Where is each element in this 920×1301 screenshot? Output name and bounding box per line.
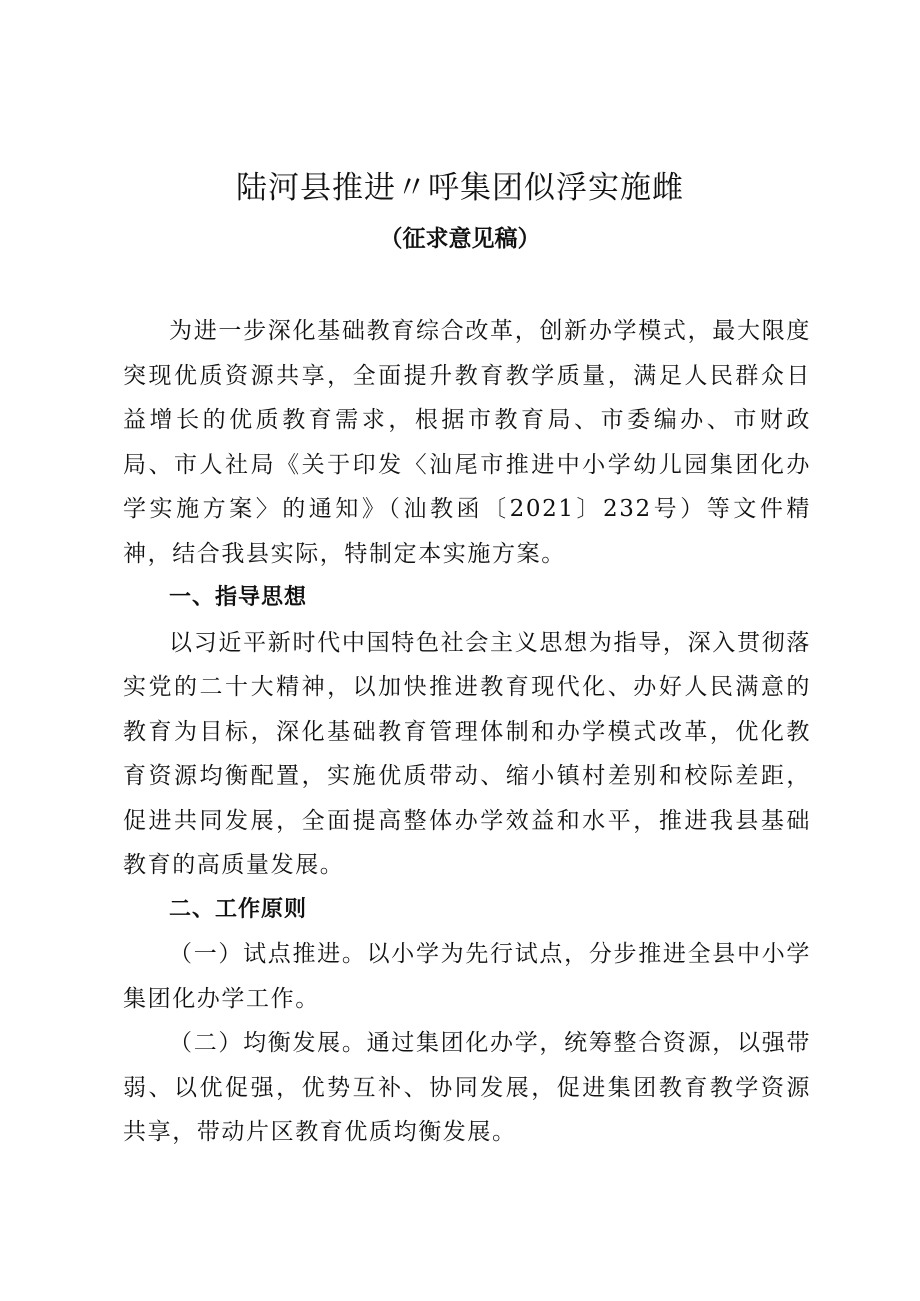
document-title: 陆河县推进〃呼集团似浮实施雌 bbox=[236, 170, 684, 206]
section-heading-work-principles: 二、工作原则 bbox=[169, 896, 308, 922]
principle-item-balanced: （二）均衡发展。通过集团化办学，统筹整合资源，以强带弱、以优促强，优势互补、协同发展，促进集团教育教学资源共享，带动片区教育优质均衡发展。 bbox=[123, 1030, 811, 1145]
document-body bbox=[123, 309, 811, 1155]
intro-paragraph: 为进一步深化基础教育综合改革，创新办学模式，最大限度突现优质资源共享，全面提升教育教学质量，满足人民群众日益增长的优质教育需求，根据市教育局、市委编办、市财政局、市人社局《关于印发〈汕尾市推进中小学幼儿园集团化办学实施方案〉的通知》（汕教函〔2021〕232号）等文件精神，结合我县实际，特制定本实施方案。 bbox=[123, 318, 811, 567]
section-heading-guiding-ideology: 一、指导思想 bbox=[169, 585, 308, 610]
principle-item-pilot: （一）试点推进。以小学为先行试点，分步推进全县中小学集团化办学工作。 bbox=[123, 941, 811, 1012]
section-paragraph-guiding-ideology: 以习近平新时代中国特色社会主义思想为指导，深入贯彻落实党的二十大精神，以加快推进教育现代化、办好人民满意的教育为目标，深化基础教育管理体制和办学模式改革，优化教育资源均衡配置，实施优质带动、缩小镇村差别和校际差距，促进共同发展，全面提高整体办学效益和水平，推进我县基础教育的高质量发展。 bbox=[123, 629, 811, 878]
document-subtitle: （征求意见稿） bbox=[379, 226, 541, 252]
